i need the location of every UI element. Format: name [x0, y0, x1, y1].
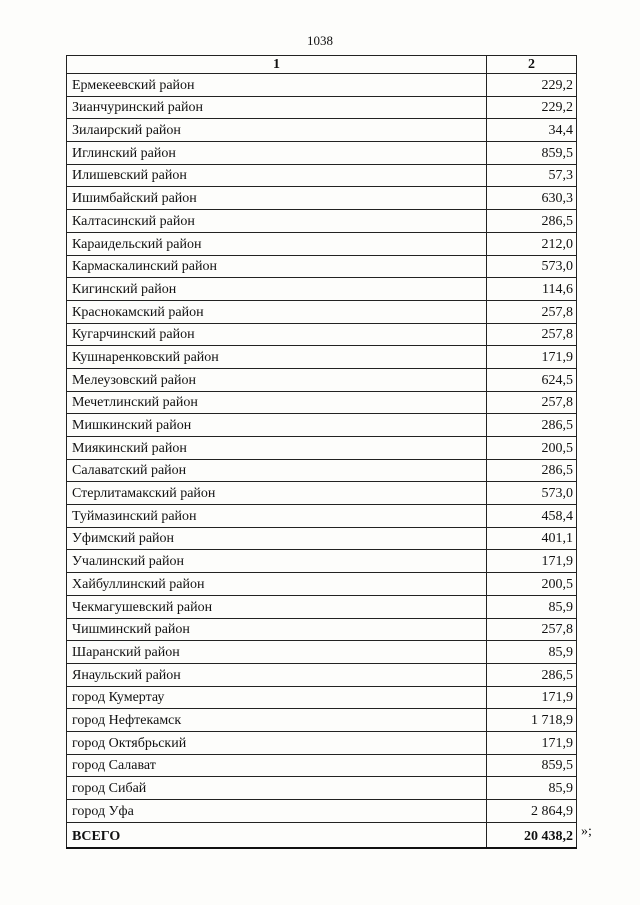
district-name-cell: Иглинский район: [67, 142, 487, 165]
district-name-cell: Кушнаренковский район: [67, 346, 487, 369]
district-name-cell: город Уфа: [67, 800, 487, 823]
amount-cell: 257,8: [487, 391, 577, 414]
amount-cell: 85,9: [487, 777, 577, 800]
amount-cell: 212,0: [487, 232, 577, 255]
amount-cell: 630,3: [487, 187, 577, 210]
amount-cell: 458,4: [487, 505, 577, 528]
amount-cell: 286,5: [487, 210, 577, 233]
amount-cell: 85,9: [487, 595, 577, 618]
amount-cell: 34,4: [487, 119, 577, 142]
district-name-cell: Чишминский район: [67, 618, 487, 641]
table-row: [67, 709, 577, 732]
table-row: [67, 300, 577, 323]
table-row: [67, 414, 577, 437]
table-row: [67, 777, 577, 800]
data-table: [66, 55, 577, 849]
amount-cell: 1 718,9: [487, 709, 577, 732]
amount-cell: 171,9: [487, 346, 577, 369]
district-name-cell: Уфимский район: [67, 527, 487, 550]
data-table-container: [66, 55, 576, 849]
amount-cell: 171,9: [487, 686, 577, 709]
amount-cell: 2 864,9: [487, 800, 577, 823]
table-row: [67, 595, 577, 618]
table-row: [67, 459, 577, 482]
table-total-row: [67, 822, 577, 848]
table-row: [67, 346, 577, 369]
district-name-cell: Салаватский район: [67, 459, 487, 482]
district-name-cell: Янаульский район: [67, 663, 487, 686]
amount-cell: 171,9: [487, 731, 577, 754]
column-header-1: 1: [67, 56, 487, 74]
amount-cell: 286,5: [487, 459, 577, 482]
amount-cell: 229,2: [487, 74, 577, 97]
table-row: [67, 437, 577, 460]
amount-cell: 229,2: [487, 96, 577, 119]
district-name-cell: Кугарчинский район: [67, 323, 487, 346]
amount-cell: 624,5: [487, 368, 577, 391]
table-row: [67, 754, 577, 777]
table-row: [67, 142, 577, 165]
column-header-2: 2: [487, 56, 577, 74]
amount-cell: 114,6: [487, 278, 577, 301]
district-name-cell: Кармаскалинский район: [67, 255, 487, 278]
district-name-cell: город Салават: [67, 754, 487, 777]
table-row: [67, 573, 577, 596]
amount-cell: 286,5: [487, 414, 577, 437]
closing-mark: »;: [581, 824, 592, 839]
district-name-cell: Мелеузовский район: [67, 368, 487, 391]
table-header-row: [67, 56, 577, 74]
amount-cell: 401,1: [487, 527, 577, 550]
district-name-cell: Илишевский район: [67, 164, 487, 187]
table-row: [67, 663, 577, 686]
amount-cell: 257,8: [487, 300, 577, 323]
district-name-cell: Краснокамский район: [67, 300, 487, 323]
district-name-cell: Зианчуринский район: [67, 96, 487, 119]
table-row: [67, 800, 577, 823]
amount-cell: 573,0: [487, 482, 577, 505]
amount-cell: 171,9: [487, 550, 577, 573]
table-row: [67, 641, 577, 664]
table-row: [67, 391, 577, 414]
table-row: [67, 119, 577, 142]
table-row: [67, 323, 577, 346]
district-name-cell: Хайбуллинский район: [67, 573, 487, 596]
table-row: [67, 278, 577, 301]
district-name-cell: Ишимбайский район: [67, 187, 487, 210]
table-row: [67, 164, 577, 187]
table-row: [67, 187, 577, 210]
district-name-cell: Чекмагушевский район: [67, 595, 487, 618]
district-name-cell: город Октябрьский: [67, 731, 487, 754]
district-name-cell: Мишкинский район: [67, 414, 487, 437]
district-name-cell: город Нефтекамск: [67, 709, 487, 732]
table-row: [67, 618, 577, 641]
district-name-cell: Мечетлинский район: [67, 391, 487, 414]
table-row: [67, 74, 577, 97]
total-value: 20 438,2: [487, 822, 577, 848]
amount-cell: 257,8: [487, 618, 577, 641]
district-name-cell: Калтасинский район: [67, 210, 487, 233]
amount-cell: 200,5: [487, 437, 577, 460]
table-row: [67, 255, 577, 278]
amount-cell: 286,5: [487, 663, 577, 686]
table-row: [67, 550, 577, 573]
amount-cell: 859,5: [487, 142, 577, 165]
table-row: [67, 482, 577, 505]
district-name-cell: Зилаирский район: [67, 119, 487, 142]
district-name-cell: Ермекеевский район: [67, 74, 487, 97]
district-name-cell: Шаранский район: [67, 641, 487, 664]
table-row: [67, 232, 577, 255]
district-name-cell: Учалинский район: [67, 550, 487, 573]
district-name-cell: город Сибай: [67, 777, 487, 800]
table-row: [67, 527, 577, 550]
district-name-cell: город Кумертау: [67, 686, 487, 709]
table-row: [67, 686, 577, 709]
amount-cell: 200,5: [487, 573, 577, 596]
amount-cell: 573,0: [487, 255, 577, 278]
district-name-cell: Стерлитамакский район: [67, 482, 487, 505]
amount-cell: 85,9: [487, 641, 577, 664]
district-name-cell: Караидельский район: [67, 232, 487, 255]
total-label: ВСЕГО: [67, 822, 487, 848]
amount-cell: 57,3: [487, 164, 577, 187]
table-row: [67, 368, 577, 391]
table-row: [67, 96, 577, 119]
table-body: [67, 74, 577, 823]
amount-cell: 257,8: [487, 323, 577, 346]
page-number: 1038: [307, 33, 333, 48]
district-name-cell: Туймазинский район: [67, 505, 487, 528]
district-name-cell: Миякинский район: [67, 437, 487, 460]
table-row: [67, 731, 577, 754]
district-name-cell: Кигинский район: [67, 278, 487, 301]
table-row: [67, 505, 577, 528]
table-row: [67, 210, 577, 233]
amount-cell: 859,5: [487, 754, 577, 777]
